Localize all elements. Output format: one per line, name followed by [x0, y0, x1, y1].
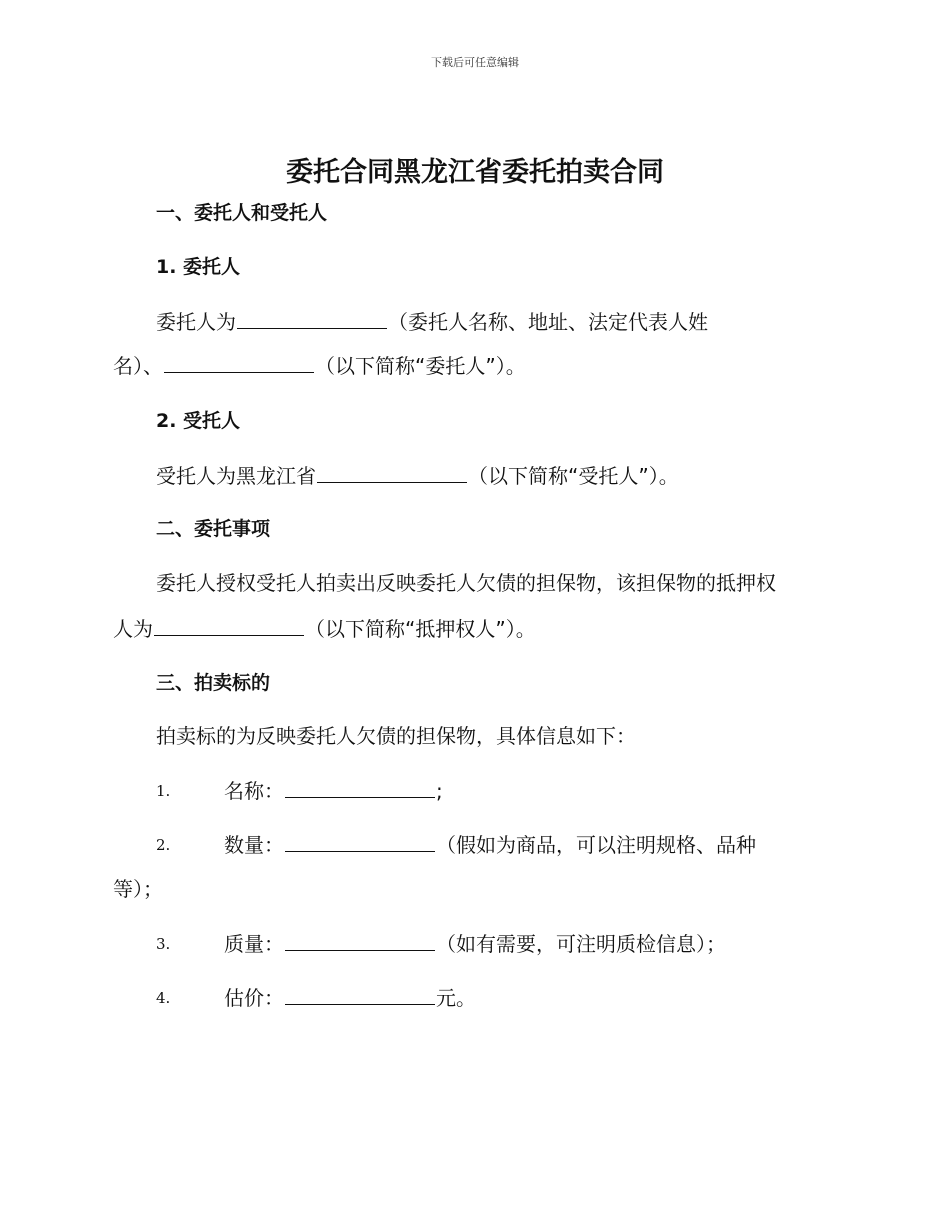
item-label: 数量： [224, 833, 284, 857]
paragraph-matters-line-2 [113, 615, 853, 642]
item-suffix: 元。 [436, 986, 476, 1010]
document-title: 委托合同黑龙江省委托拍卖合同 [286, 157, 664, 188]
text-segment: 委托人为 [156, 310, 236, 334]
header-note: 下载后可任意编辑 [431, 56, 519, 69]
section-1-heading: 一、委托人和受托人 [156, 202, 328, 224]
list-item-number: 4. [156, 989, 171, 1007]
list-item [224, 831, 756, 858]
subsection-1-heading: 1. 委托人 [156, 256, 241, 278]
blank-field [237, 308, 387, 329]
blank-field [285, 930, 435, 951]
section-2-heading: 二、委托事项 [156, 518, 271, 540]
blank-field [164, 352, 314, 373]
text-segment: （以下简称“受托人”）。 [468, 464, 679, 488]
list-item-number: 1. [156, 782, 171, 800]
paragraph-subject-intro: 拍卖标的为反映委托人欠债的担保物，具体信息如下： [156, 724, 636, 748]
paragraph-agent [156, 462, 896, 489]
item-label: 质量： [224, 932, 284, 956]
item-label: 名称： [224, 779, 284, 803]
section-3-heading: 三、拍卖标的 [156, 672, 271, 694]
item-suffix: ; [436, 779, 443, 803]
list-item [224, 930, 726, 957]
item-label: 估价： [224, 986, 284, 1010]
list-item-number: 2. [156, 836, 171, 854]
paragraph-principal-line-2 [113, 352, 853, 379]
text-segment: 人为 [113, 617, 153, 641]
text-segment: （委托人名称、地址、法定代表人姓 [388, 310, 708, 334]
blank-field [317, 462, 467, 483]
text-segment: 名）、 [113, 354, 163, 378]
subsection-2-heading: 2. 受托人 [156, 410, 241, 432]
paragraph-principal-line-1 [156, 308, 896, 335]
blank-field [285, 777, 435, 798]
item-suffix: （如有需要，可注明质检信息）； [436, 932, 726, 956]
list-item [224, 984, 476, 1011]
list-item-continuation: 等）； [113, 877, 163, 901]
text-segment: （以下简称“抵押权人”）。 [305, 617, 536, 641]
item-suffix: （假如为商品，可以注明规格、品种 [436, 833, 756, 857]
text-segment: 受托人为黑龙江省 [156, 464, 316, 488]
blank-field [154, 615, 304, 636]
list-item-number: 3. [156, 935, 171, 953]
blank-field [285, 831, 435, 852]
blank-field [285, 984, 435, 1005]
list-item [224, 777, 443, 804]
paragraph-matters-line-1: 委托人授权受托人拍卖出反映委托人欠债的担保物，该担保物的抵押权 [156, 571, 776, 595]
text-segment: （以下简称“委托人”）。 [315, 354, 526, 378]
